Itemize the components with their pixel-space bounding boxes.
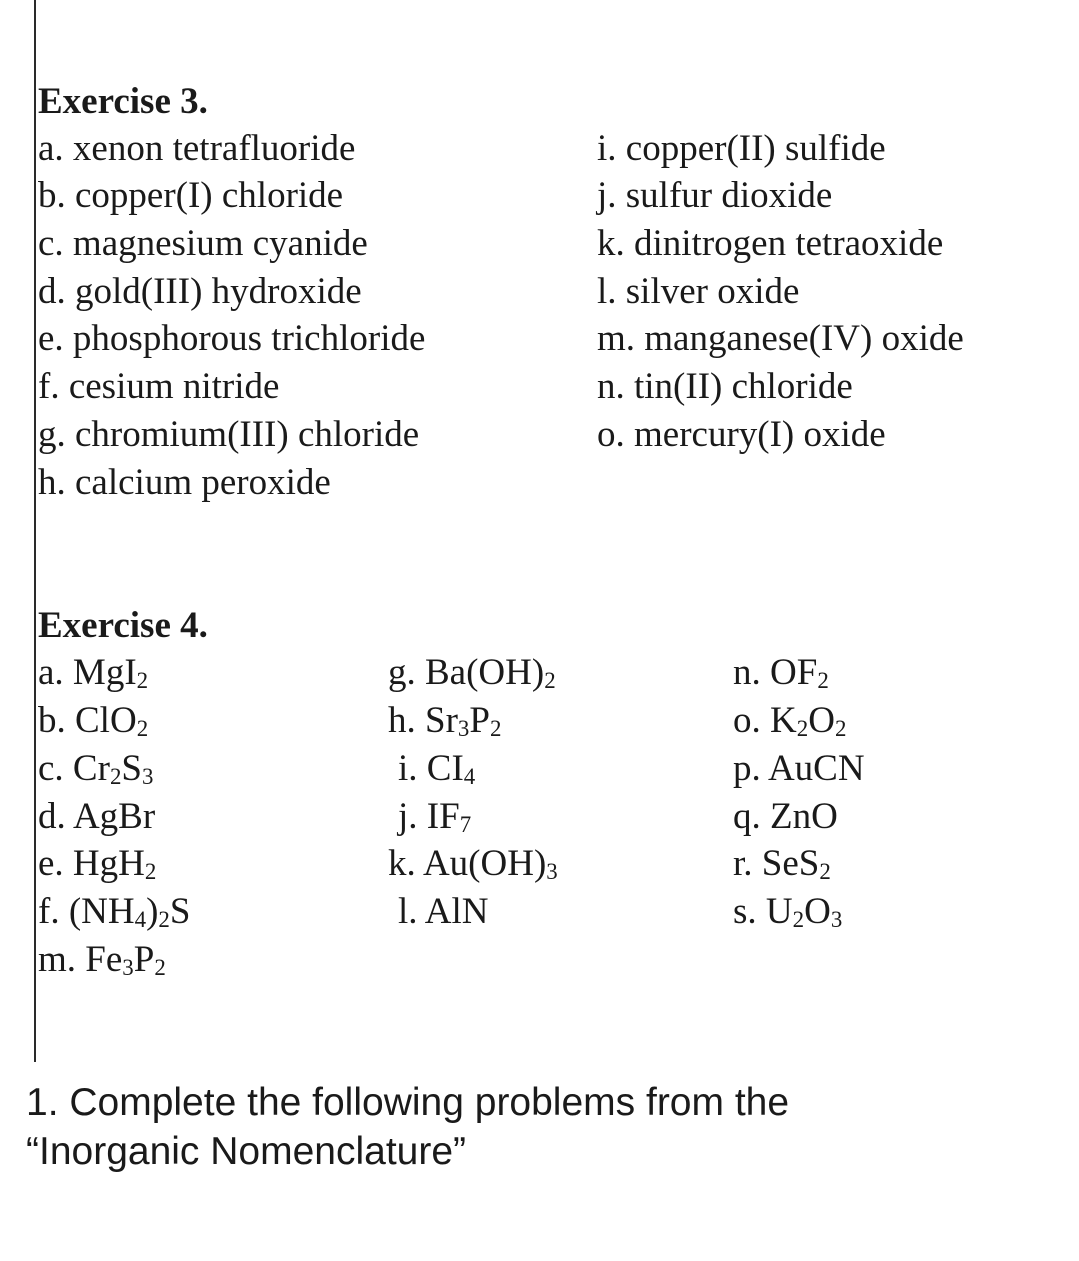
exercise-3-item: a. xenon tetrafluoride <box>38 128 356 169</box>
exercise-3-item: f. cesium nitride <box>38 366 280 407</box>
exercise-3-item: i. copper(II) sulfide <box>597 128 886 169</box>
exercise-3-item: e. phosphorous trichloride <box>38 318 426 359</box>
exercise-4-item: c. $Cr_2S_3$ <box>38 748 154 790</box>
exercise-4-item: b. ClO$_2$ <box>38 700 149 742</box>
exercise-4-item: s. $U_2O_3$ <box>733 891 843 933</box>
question-text <box>26 1078 1026 1176</box>
exercise-3-item: d. gold(III) hydroxide <box>38 271 362 312</box>
exercise-4-item: e. HgH$_2$ <box>38 843 157 885</box>
exercise-4-item: g. $Ba(OH)_2$ <box>388 652 556 694</box>
exercise-3-item: n. tin(II) chloride <box>597 366 853 407</box>
exercise-3-item: l. silver oxide <box>597 271 800 312</box>
exercise-3-item: g. chromium(III) chloride <box>38 414 420 455</box>
exercise-3-item: j. sulfur dioxide <box>597 175 833 216</box>
exercise-3-item: h. calcium peroxide <box>38 462 331 503</box>
exercise-4-item: k. $Au(OH)_3$ <box>388 843 558 885</box>
exercise-4-item: q. ZnO <box>733 796 838 837</box>
exercise-4-item: j. $IF_7$ <box>398 796 472 838</box>
question-line-1: 1. Complete the following problems from the <box>26 1081 790 1124</box>
left-margin-rule <box>34 0 36 1062</box>
exercise-3-title: Exercise 3. <box>38 81 208 122</box>
exercise-3-item: b. copper(I) chloride <box>38 175 344 216</box>
exercise-4-item: f. $(NH_4)_2S$ <box>38 891 191 933</box>
exercise-3-item: o. mercury(I) oxide <box>597 414 886 455</box>
exercise-3-item: c. magnesium cyanide <box>38 223 368 264</box>
question-line-2: “Inorganic Nomenclature” <box>26 1130 467 1173</box>
exercise-4-item: n. $OF_2$ <box>733 652 829 694</box>
exercise-4-item: m. $Fe_3P_2$ <box>38 939 166 981</box>
exercise-4-item: o. $K_2O_2$ <box>733 700 847 742</box>
exercise-4-item: p. AuCN <box>733 748 865 789</box>
exercise-4-item: l. AlN <box>398 891 489 932</box>
exercise-3-item: k. dinitrogen tetraoxide <box>597 223 944 264</box>
exercise-3-item: m. manganese(IV) oxide <box>597 318 964 359</box>
exercise-4-item: a. MgI$_2$ <box>38 652 149 694</box>
exercise-4-item: i. $CI_4$ <box>398 748 476 790</box>
exercise-4-item: h. $Sr_3P_2$ <box>388 700 502 742</box>
exercise-4-item: d. AgBr <box>38 796 156 837</box>
exercise-4-title: Exercise 4. <box>38 605 208 646</box>
exercise-4-item: r. SeS$_2$ <box>733 843 831 885</box>
